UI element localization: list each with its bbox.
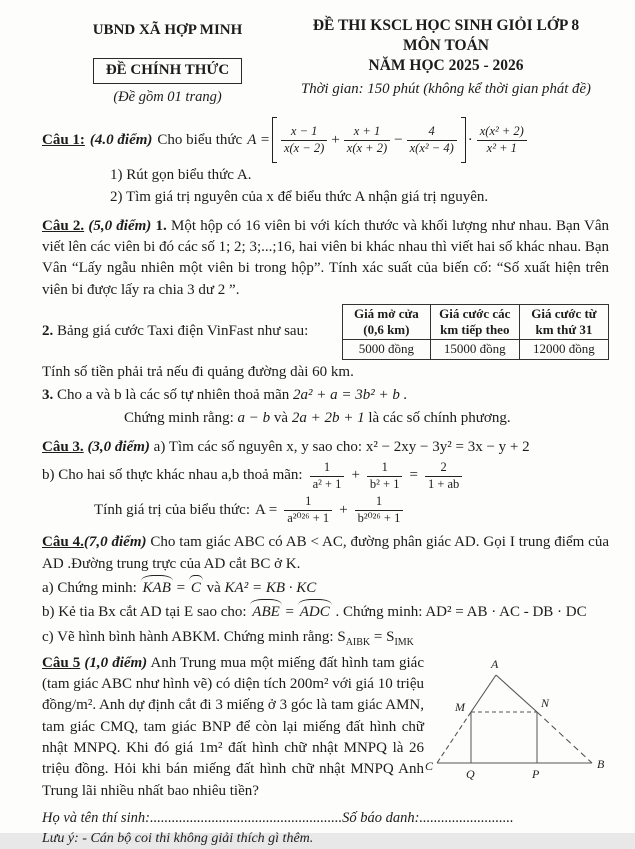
q1-label: Câu 1:	[42, 131, 85, 148]
fraction: $\frac{x - 1}{x(x - 2)}$	[281, 124, 327, 156]
q2-part2-question: Tính số tiền phải trả nếu đi quảng đường dài 60 km.	[42, 363, 354, 380]
q2-part1-number: 1.	[155, 217, 167, 234]
vertex-label-B: B	[597, 756, 605, 771]
dotted-line: ..........................	[419, 809, 514, 826]
question-4	[42, 532, 609, 575]
q5-text-block	[42, 653, 424, 802]
q5-figure-area	[424, 653, 624, 802]
fraction: $\frac{1}{\text{a² + 1}}$	[310, 460, 345, 492]
q3-b-lhs: A =	[255, 501, 278, 518]
math-expression: 2a + 2b + 1	[291, 410, 365, 427]
question-3	[42, 437, 609, 458]
header-left-column	[60, 16, 275, 107]
q4-intro: Cho tam giác ABC có AB < AC, đường phân giác AD. Gọi I trung điểm của AD .Đường trung trực của AD cắt BC ở K.	[42, 534, 610, 572]
fraction: $\frac{4}{\text{x(x² − 4)}}$	[407, 124, 457, 156]
fare-header-from-31: Giá cước từ km thứ 31	[519, 304, 608, 340]
area-subscript-AIBK: AIBK	[345, 636, 371, 648]
equals-operator: =	[285, 604, 294, 621]
q3-label: Câu 3.	[42, 438, 84, 455]
header-right-column	[283, 16, 609, 107]
q2-part3-prove: Chứng minh rằng: a − b và 2a + 2b + 1 là các số chính phương.	[124, 410, 511, 427]
fare-value-next-km: 15000 đồng	[430, 340, 519, 359]
math-expression: a − b	[237, 410, 271, 427]
q2-points: (5,0 điểm)	[88, 217, 152, 234]
minus-operator: −	[394, 131, 403, 148]
q2-part2-number: 2.	[42, 323, 54, 340]
question-5	[42, 653, 609, 802]
fare-value-from-31: 12000 đồng	[519, 340, 608, 359]
q2-part1-text: Một hộp có 16 viên bi với kích thước và khối lượng như nhau. Bạn Vân viết lên các viên bi đó các số 1; 2; 3;...;16, hai viên bi khác nhau thì viết hai số khác nhau. Bạn Vân “Lấy ngẫu nhiên một viên bi trong hộp”. Tính xác suất của biến cố: “Số xuất hiện trên viên bi được lấy ra chia 3 dư 2 ”.	[42, 217, 610, 298]
equals-operator: =	[176, 579, 186, 596]
vertex-label-C: C	[425, 758, 434, 773]
table-value-row	[343, 340, 609, 359]
plus-operator: +	[331, 131, 340, 148]
candidate-info-line	[42, 808, 609, 829]
q1-points: (4.0 điểm)	[89, 131, 153, 148]
q2-part3-number: 3.	[42, 387, 54, 403]
equals-operator: =	[409, 467, 418, 484]
table-header-row	[343, 304, 609, 340]
fraction: $\frac{1}{\text{a²⁰²⁶ + 1}}$	[284, 494, 332, 526]
proctor-note: Lưu ý: - Cán bộ coi thi không giải thích gì thêm.	[42, 831, 314, 847]
exam-subject: MÔN TOÁN	[403, 37, 489, 55]
dotted-line: .....................................................	[149, 809, 343, 826]
vertex-label-N: N	[541, 695, 550, 710]
fraction: $\frac{1}{\text{b²⁰²⁶ + 1}}$	[355, 494, 404, 526]
q4-b-equation: AD² = AB · AC - DB · DC	[425, 604, 587, 621]
fraction: $\frac{\text{x(x² + 2)}}{\text{x² + 1}}$	[477, 124, 527, 156]
q2-part3: 3. Cho a và b là các số tự nhiên thoả mãn 2a² + a = 3b² + b .	[42, 387, 408, 403]
plus-operator: +	[339, 501, 348, 518]
q5-text: Anh Trung mua một miếng đất hình tam giác (tam giác ABC như hình vẽ) có diện tích 200m² với giá 10 triệu đồng/m². Anh dự định cắt đi 3 miếng ở 3 góc là tam giác AMN, tam giác CMQ, tam giác BNP để còn lại miếng đất hình chữ nhật MNPQ. Khi đó giá 1m² đất hình chữ nhật MNPQ là 26 triệu đồng. Hỏi khi bán miếng đất hình chữ nhật MNPQ Anh Trung lãi nhiều nhất bao nhiêu tiền?	[42, 654, 424, 799]
time-limit-note: Thời gian: 150 phút (không kể thời gian phát đề)	[301, 81, 591, 98]
candidate-name-label: Họ và tên thí sinh:	[42, 809, 150, 826]
page-count-note: (Đề gồm 01 trang)	[113, 88, 222, 105]
q1-intro: Cho biểu thức	[157, 131, 243, 148]
candidate-number-label: Số báo danh:	[342, 809, 420, 826]
q5-points: (1,0 điểm)	[84, 654, 148, 671]
q5-label: Câu 5	[42, 654, 81, 671]
plus-operator: +	[351, 467, 360, 484]
q1-item-2: 2) Tìm giá trị nguyên của x để biểu thức A nhận giá trị nguyên.	[110, 189, 489, 206]
fare-value-open: 5000 đồng	[343, 340, 431, 359]
angle-hat-C: C	[189, 578, 203, 599]
area-symbol: S	[386, 628, 395, 645]
q4-points: (7,0 điểm)	[83, 534, 147, 551]
q4-label: Câu 4.	[42, 534, 84, 551]
multiply-operator: ·	[467, 131, 473, 148]
q4-a-equation: KA² = KB · KC	[224, 579, 317, 596]
vertex-label-Q: Q	[466, 766, 475, 781]
q4-part-a: a) Chứng minh: KAB = C và KA² = KB · KC	[42, 578, 609, 599]
q2-part2	[42, 304, 609, 360]
q4-part-b: b) Kẻ tia Bx cắt AD tại E sao cho: ABE = ADC . Chứng minh: AD² = AB · AC - DB · DC	[42, 602, 609, 623]
fare-header-next-km: Giá cước các km tiếp theo	[430, 304, 519, 340]
vertex-label-A: A	[491, 656, 499, 671]
q4-part-c: c) Vẽ hình bình hành ABKM. Chứng minh rằng: $S_{AIBK} = S_{IMK}$	[42, 628, 414, 648]
question-1	[42, 117, 609, 163]
equals-operator: =	[373, 628, 383, 645]
q2-part3-equation: 2a² + a = 3b² + b .	[292, 387, 408, 403]
q3-b-evaluate: Tính giá trị của biểu thức: A = $\frac{1}{\text{a²⁰²⁶ + 1}}$ + $\frac{1}{\text{b²⁰²⁶ + 1}}$	[42, 494, 609, 526]
q3-a-equation: x² − 2xy − 3y² = 3x − y + 2	[365, 438, 530, 455]
area-subscript-IMK: IMK	[394, 636, 414, 648]
left-bracket	[272, 117, 277, 163]
school-year: NĂM HỌC 2025 - 2026	[368, 57, 524, 75]
q1-item-1: 1) Rút gọn biểu thức A.	[110, 167, 252, 184]
exam-title: ĐỀ THI KSCL HỌC SINH GIỎI LỚP 8	[312, 17, 580, 34]
fraction: $\frac{1}{\text{b² + 1}}$	[367, 460, 403, 492]
q1-formula	[247, 117, 529, 163]
issuing-org: UBND XÃ HỢP MINH	[92, 22, 243, 38]
q2-part2-text: 2. Bảng giá cước Taxi điện VinFast như sau:	[42, 323, 309, 340]
fraction: $\frac{x + 1}{x(x + 2)}$	[344, 124, 390, 156]
area-symbol: S	[337, 628, 346, 645]
question-2	[42, 216, 609, 301]
q3-a-text: a) Tìm các số nguyên x, y sao cho:	[153, 438, 363, 455]
angle-hat-ABE: ABE	[250, 602, 282, 623]
fare-header-open: Giá mở cửa (0,6 km)	[343, 304, 431, 340]
exam-header	[42, 16, 609, 107]
q3-b-condition: b) Cho hai số thực khác nhau a,b thoả mãn: $\frac{1}{\text{a² + 1}}$ + $\frac{1}{\text{b² + 1}}$ = $\frac{2}{1 + ab}$	[42, 460, 609, 492]
taxi-fare-table	[342, 304, 609, 360]
angle-hat-KAB: KAB	[141, 578, 173, 599]
q3-points: (3,0 điểm)	[87, 438, 150, 455]
angle-hat-ADC: ADC	[298, 602, 332, 623]
right-bracket	[461, 117, 466, 163]
geometry-figure	[424, 657, 624, 789]
q2-label: Câu 2.	[42, 217, 85, 234]
fraction: $\frac{2}{1 + ab}$	[425, 460, 462, 492]
vertex-label-P: P	[532, 766, 540, 781]
official-exam-box: ĐỀ CHÍNH THỨC	[93, 58, 242, 83]
q1-lhs: A =	[247, 131, 270, 148]
vertex-label-M: M	[455, 699, 465, 714]
